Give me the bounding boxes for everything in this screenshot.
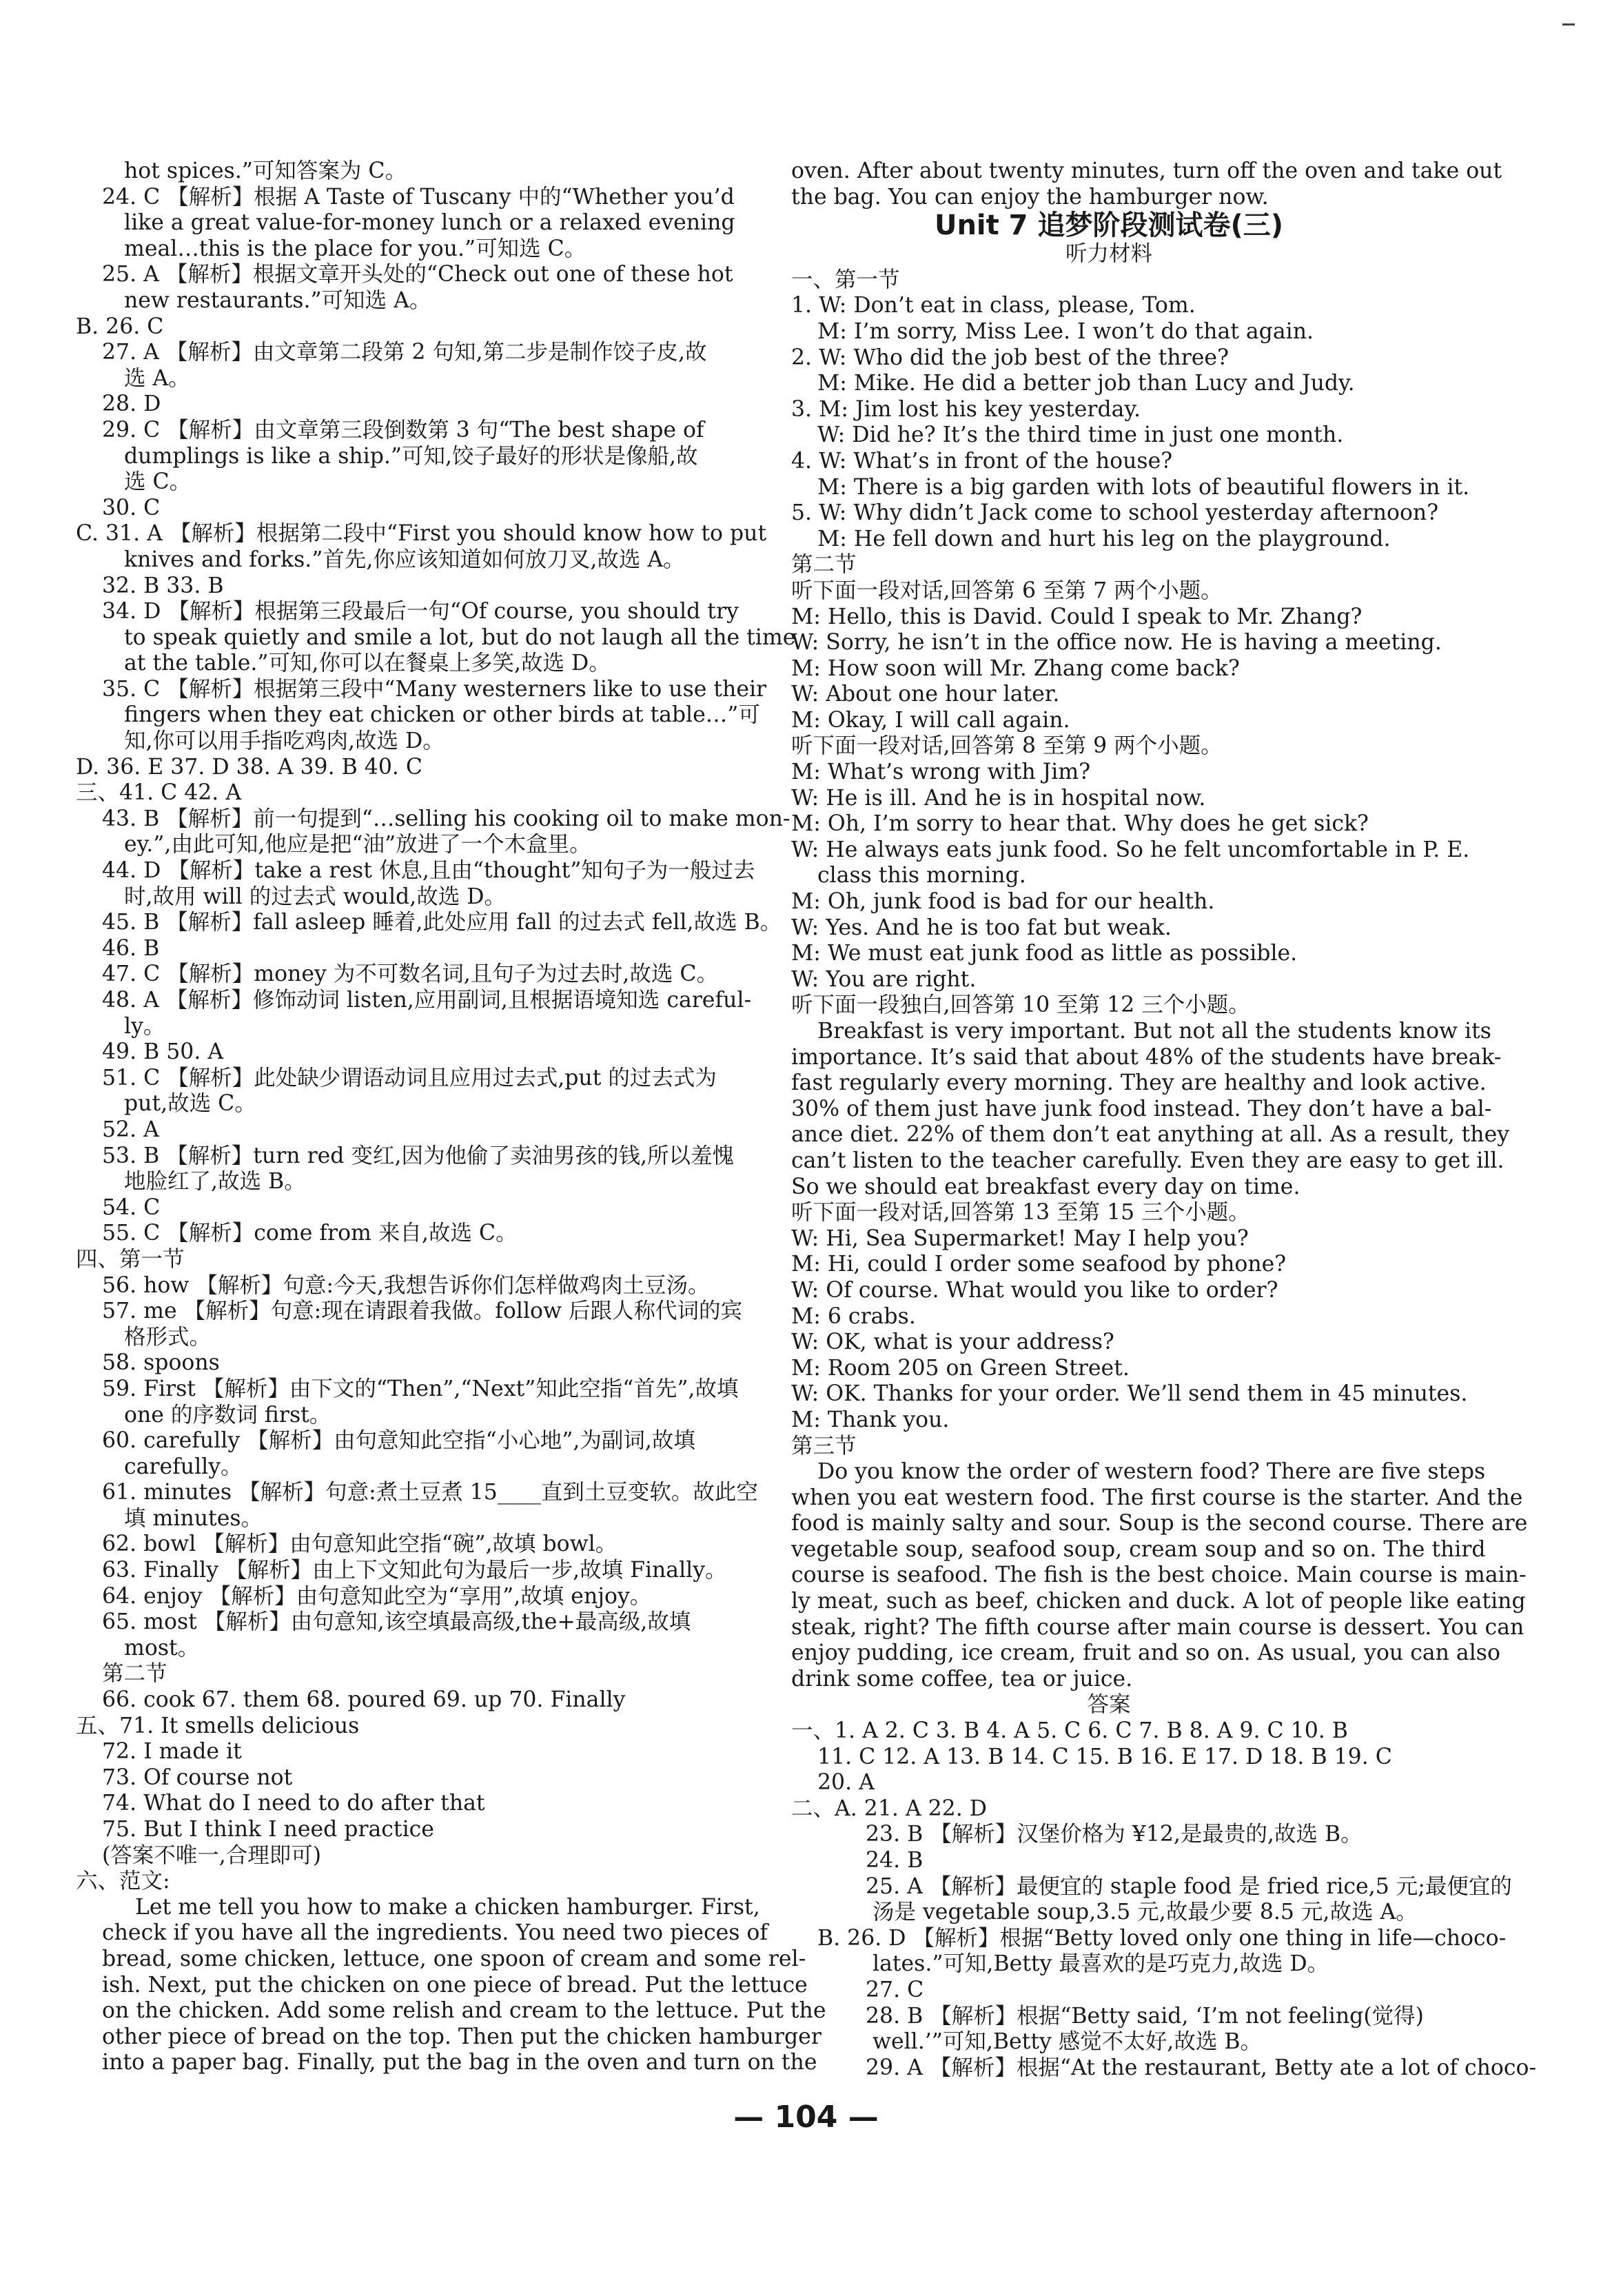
text-line: C. 31. A 【解析】根据第二段中“First you should know how to put xyxy=(76,521,767,547)
text-line: 29. C 【解析】由文章第三段倒数第 3 句“The best shape of xyxy=(102,417,704,443)
text-line: 30% of them just have junk food instead. They don’t have a bal- xyxy=(791,1096,1492,1121)
text-line: M: Thank you. xyxy=(791,1407,950,1432)
text-line: 32. B 33. B xyxy=(102,573,224,598)
text-line: M: Oh, I’m sorry to hear that. Why does he get sick? xyxy=(791,811,1369,837)
text-line: W: About one hour later. xyxy=(791,682,1060,707)
text-line: 59. First 【解析】由下文的“Then”,“Next”知此空指“首先”,故填 xyxy=(102,1376,739,1401)
text-line: most。 xyxy=(124,1635,200,1660)
text-line: W: Of course. What would you like to order? xyxy=(791,1277,1278,1303)
text-line: 57. me 【解析】句意:现在请跟着我做。follow 后跟人称代词的宾 xyxy=(102,1299,742,1324)
text-line: 47. C 【解析】money 为不可数名词,且句子为过去时,故选 C。 xyxy=(102,962,718,987)
text-line: 3. M: Jim lost his key yesterday. xyxy=(791,396,1141,422)
text-line: So we should eat breakfast every day on time. xyxy=(791,1174,1300,1199)
text-line: 二、A. 21. A 22. D xyxy=(791,1796,988,1821)
text-line: 52. A xyxy=(102,1117,159,1142)
text-line: 75. But I think I need practice xyxy=(102,1817,434,1842)
text-line: 30. C xyxy=(102,495,161,520)
text-line: to speak quietly and smile a lot, but do not laugh all the time xyxy=(124,624,796,650)
text-line: 58. spoons xyxy=(102,1350,220,1376)
text-line: when you eat western food. The first course is the starter. And the xyxy=(791,1485,1523,1510)
text-line: 44. D 【解析】take a rest 休息,且由“thought”知句子为一般过去 xyxy=(102,858,755,884)
text-line: on the chicken. Add some relish and cream to the lettuce. Put the xyxy=(102,1998,826,2024)
text-line: M: Oh, junk food is bad for our health. xyxy=(791,889,1215,915)
text-line: 听下面一段独白,回答第 10 至第 12 三个小题。 xyxy=(791,993,1250,1018)
text-line: W: You are right. xyxy=(791,966,977,992)
text-line: W: Yes. And he is too fat but weak. xyxy=(791,915,1172,940)
text-line: 66. cook 67. them 68. poured 69. up 70. Finally xyxy=(102,1687,626,1713)
text-line: 46. B xyxy=(102,935,160,961)
text-line: M: Room 205 on Green Street. xyxy=(791,1355,1130,1381)
text-line: 63. Finally 【解析】由上下文知此句为最后一步,故填 Finally。 xyxy=(102,1558,727,1583)
text-line: 65. most 【解析】由句意知,该空填最高级,the+最高级,故填 xyxy=(102,1609,691,1635)
text-line: 汤是 vegetable soup,3.5 元,故最少要 8.5 元,故选 A。 xyxy=(873,1900,1418,1925)
text-line: course is seafood. The fish is the best choice. Main course is main- xyxy=(791,1563,1527,1588)
text-line: 72. I made it xyxy=(102,1739,242,1765)
text-line: other piece of bread on the top. Then put the chicken hamburger xyxy=(102,2024,822,2049)
text-line: 选 A。 xyxy=(124,365,190,391)
text-line: W: Sorry, he isn’t in the office now. He is having a meeting. xyxy=(791,630,1442,656)
text-line: M: Hello, this is David. Could I speak to Mr. Zhang? xyxy=(791,604,1363,629)
text-line: (答案不唯一,合理即可) xyxy=(102,1842,322,1868)
text-line: check if you have all the ingredients. You need two pieces of xyxy=(102,1920,768,1946)
text-line: 62. bowl 【解析】由句意知此空指“碗”,故填 bowl。 xyxy=(102,1532,618,1557)
text-line: M: Hi, could I order some seafood by phone? xyxy=(791,1252,1287,1277)
text-line: 74. What do I need to do after that xyxy=(102,1791,485,1816)
text-line: 填 minutes。 xyxy=(124,1505,263,1531)
text-line: M: What’s wrong with Jim? xyxy=(791,760,1091,785)
text-line: one 的序数词 first。 xyxy=(124,1402,331,1428)
text-line: W: He is ill. And he is in hospital now. xyxy=(791,785,1206,811)
text-line: fingers when they eat chicken or other birds at table…”可 xyxy=(124,702,760,728)
text-line: 48. A 【解析】修饰动词 listen,应用副词,且根据语境知选 careful- xyxy=(102,988,752,1013)
text-line: 53. B 【解析】turn red 变红,因为他偷了卖油男孩的钱,所以羞愧 xyxy=(102,1143,734,1168)
text-line: new restaurants.”可知选 A。 xyxy=(124,287,431,313)
text-line: M: He fell down and hurt his leg on the playground. xyxy=(817,526,1391,551)
text-line: Do you know the order of western food? There are five steps xyxy=(817,1459,1486,1485)
text-line: 45. B 【解析】fall asleep 睡着,此处应用 fall 的过去式 fell,故选 B。 xyxy=(102,910,782,935)
text-line: 60. carefully 【解析】由句意知此空指“小心地”,为副词,故填 xyxy=(102,1428,695,1454)
text-line: 地脸红了,故选 B。 xyxy=(124,1169,306,1195)
corner-mark xyxy=(1562,23,1575,26)
text-line: B. 26. C xyxy=(76,314,164,339)
text-line: 34. D 【解析】根据第三段最后一句“Of course, you should try xyxy=(102,599,739,624)
page-number: — 104 — xyxy=(733,2100,879,2135)
text-line: D. 36. E 37. D 38. A 39. B 40. C xyxy=(76,754,423,780)
text-line: M: Okay, I will call again. xyxy=(791,707,1070,733)
text-line: 25. A 【解析】根据文章开头处的“Check out one of these hot xyxy=(102,262,733,287)
text-line: M: We must eat junk food as little as possible. xyxy=(791,941,1298,966)
text-line: 选 C。 xyxy=(124,469,192,495)
text-line: 第三节 xyxy=(791,1433,857,1459)
text-line: 73. Of course not xyxy=(102,1765,293,1790)
text-line: W: He always eats junk food. So he felt uncomfortable in P. E. xyxy=(791,837,1470,862)
text-line: the bag. You can enjoy the hamburger now. xyxy=(791,184,1269,210)
text-line: 24. B xyxy=(866,1848,924,1873)
text-line: ly meat, such as beef, chicken and duck. A lot of people like eating xyxy=(791,1589,1526,1614)
text-line: 三、41. C 42. A xyxy=(76,780,242,806)
text-line: 23. B 【解析】汉堡价格为 ¥12,是最贵的,故选 B。 xyxy=(866,1822,1363,1847)
text-line: 一、1. A 2. C 3. B 4. A 5. C 6. C 7. B 8. A 9. C 10. B xyxy=(791,1718,1348,1744)
text-line: drink some coffee, tea or juice. xyxy=(791,1666,1133,1691)
text-line: into a paper bag. Finally, put the bag in the oven and turn on the xyxy=(102,2050,817,2075)
text-line: 听下面一段对话,回答第 8 至第 9 两个小题。 xyxy=(791,733,1223,759)
text-line: 20. A xyxy=(817,1770,875,1796)
text-line: 43. B 【解析】前一句提到“…selling his cooking oil to make mon- xyxy=(102,806,790,831)
text-line: well.’”可知,Betty 感觉不太好,故选 B。 xyxy=(873,2029,1262,2055)
text-line: 35. C 【解析】根据第三段中“Many westerners like to use their xyxy=(102,676,767,702)
text-line: M: I’m sorry, Miss Lee. I won’t do that again. xyxy=(817,318,1314,344)
text-line: 知,你可以用手指吃鸡肉,故选 D。 xyxy=(124,729,445,754)
text-line: 61. minutes 【解析】句意:煮土豆煮 15____直到土豆变软。故此空 xyxy=(102,1480,758,1505)
text-line: 55. C 【解析】come from 来自,故选 C。 xyxy=(102,1221,518,1246)
text-line: 2. W: Who did the job best of the three? xyxy=(791,345,1229,370)
text-line: ish. Next, put the chicken on one piece of bread. Put the lettuce xyxy=(102,1972,808,1998)
text-line: oven. After about twenty minutes, turn off the oven and take out xyxy=(791,159,1502,183)
text-line: 听下面一段对话,回答第 13 至第 15 三个小题。 xyxy=(791,1200,1250,1226)
text-line: steak, right? The fifth course after main course is dessert. You can xyxy=(791,1614,1524,1640)
right-column xyxy=(791,159,1537,2081)
text-line: M: There is a big garden with lots of beautiful flowers in it. xyxy=(817,474,1470,500)
text-line: Breakfast is very important. But not all the students know its xyxy=(817,1019,1491,1044)
text-line: 听下面一段对话,回答第 6 至第 7 两个小题。 xyxy=(791,578,1223,603)
text-line: 54. C xyxy=(102,1195,161,1220)
text-line: M: Mike. He did a better job than Lucy and Judy. xyxy=(817,371,1355,396)
text-line: 第二节 xyxy=(791,552,857,578)
text-line: lates.”可知,Betty 最喜欢的是巧克力,故选 D。 xyxy=(873,1951,1329,1977)
text-line: M: 6 crabs. xyxy=(791,1303,916,1329)
text-line: vegetable soup, seafood soup, cream soup and so on. The third xyxy=(791,1536,1486,1562)
text-line: 49. B 50. A xyxy=(102,1039,224,1065)
text-line: 24. C 【解析】根据 A Taste of Tuscany 中的“Whether you’d xyxy=(102,184,735,210)
text-line: Unit 7 追梦阶段测试卷(三) xyxy=(934,210,1284,242)
text-line: 1. W: Don’t eat in class, please, Tom. xyxy=(791,293,1196,318)
text-line: 28. D xyxy=(102,392,161,417)
text-line: can’t listen to the teacher carefully. Even they are easy to get ill. xyxy=(791,1148,1504,1173)
text-line: 五、71. It smells delicious xyxy=(76,1713,360,1738)
text-line: 5. W: Why didn’t Jack come to school yesterday afternoon? xyxy=(791,500,1439,526)
text-line: W: OK. Thanks for your order. We’ll send them in 45 minutes. xyxy=(791,1381,1468,1407)
text-line: class this morning. xyxy=(817,863,1026,888)
text-line: 56. how 【解析】句意:今天,我想告诉你们怎样做鸡肉土豆汤。 xyxy=(102,1272,710,1298)
text-line: carefully。 xyxy=(124,1454,243,1479)
text-line: 25. A 【解析】最便宜的 staple food 是 fried rice,5 元;最便宜的 xyxy=(866,1873,1512,1899)
text-line: put,故选 C。 xyxy=(124,1091,256,1117)
text-line: ly。 xyxy=(124,1013,165,1039)
text-line: bread, some chicken, lettuce, one spoon of cream and some rel- xyxy=(102,1946,806,1971)
text-line: 四、第一节 xyxy=(76,1246,185,1272)
text-line: 27. A 【解析】由文章第二段第 2 句知,第二步是制作饺子皮,故 xyxy=(102,340,707,365)
text-line: M: How soon will Mr. Zhang come back? xyxy=(791,656,1240,681)
text-line: knives and forks.”首先,你应该知道如何放刀叉,故选 A。 xyxy=(124,547,685,572)
text-line: dumplings is like a ship.”可知,饺子最好的形状是像船,故 xyxy=(124,443,698,469)
text-line: 第二节 xyxy=(102,1661,167,1687)
text-line: meal…this is the place for you.”可知选 C。 xyxy=(124,236,586,261)
text-line: 听力材料 xyxy=(1065,241,1152,267)
text-line: like a great value-for-money lunch or a relaxed evening xyxy=(124,210,735,236)
text-line: importance. It’s said that about 48% of the students have break- xyxy=(791,1044,1502,1070)
text-line: food is mainly salty and sour. Soup is the second course. There are xyxy=(791,1511,1528,1536)
text-line: at the table.”可知,你可以在餐桌上多笑,故选 D。 xyxy=(124,651,611,676)
text-line: 4. W: What’s in front of the house? xyxy=(791,448,1173,474)
text-line: W: Hi, Sea Supermarket! May I help you? xyxy=(791,1226,1249,1251)
text-line: 格形式。 xyxy=(124,1324,212,1350)
text-line: fast regularly every morning. They are healthy and look active. xyxy=(791,1070,1487,1096)
text-line: ey.”,由此可知,他应是把“油”放进了一个木盒里。 xyxy=(124,832,591,857)
text-line: 11. C 12. A 13. B 14. C 15. B 16. E 17. D 18. B 19. C xyxy=(817,1744,1392,1769)
text-line: W: OK, what is your address? xyxy=(791,1330,1114,1355)
text-line: ance diet. 22% of them don’t eat anything at all. As a result, they xyxy=(791,1122,1510,1148)
text-line: W: Did he? It’s the third time in just one month. xyxy=(817,423,1344,448)
text-line: 六、范文: xyxy=(76,1869,170,1894)
text-line: B. 26. D 【解析】根据“Betty loved only one thing in life—choco- xyxy=(817,1925,1507,1951)
text-line: 64. enjoy 【解析】由句意知此空为“享用”,故填 enjoy。 xyxy=(102,1583,652,1609)
text-line: hot spices.”可知答案为 C。 xyxy=(124,159,407,183)
text-line: 27. C xyxy=(866,1977,924,2002)
text-line: 29. A 【解析】根据“At the restaurant, Betty ate a lot of choco- xyxy=(866,2055,1537,2080)
text-line: Let me tell you how to make a chicken hamburger. First, xyxy=(135,1894,760,1920)
text-line: enjoy pudding, ice cream, fruit and so on. As usual, you can also xyxy=(791,1640,1500,1666)
text-line: 一、第一节 xyxy=(791,267,900,292)
text-line: 28. B 【解析】根据“Betty said, ‘I’m not feeling(觉得) xyxy=(866,2003,1424,2029)
text-line: 51. C 【解析】此处缺少谓语动词且应用过去式,put 的过去式为 xyxy=(102,1065,717,1090)
text-line: 时,故用 will 的过去式 would,故选 D。 xyxy=(124,884,506,909)
text-line: 答案 xyxy=(1087,1692,1131,1718)
